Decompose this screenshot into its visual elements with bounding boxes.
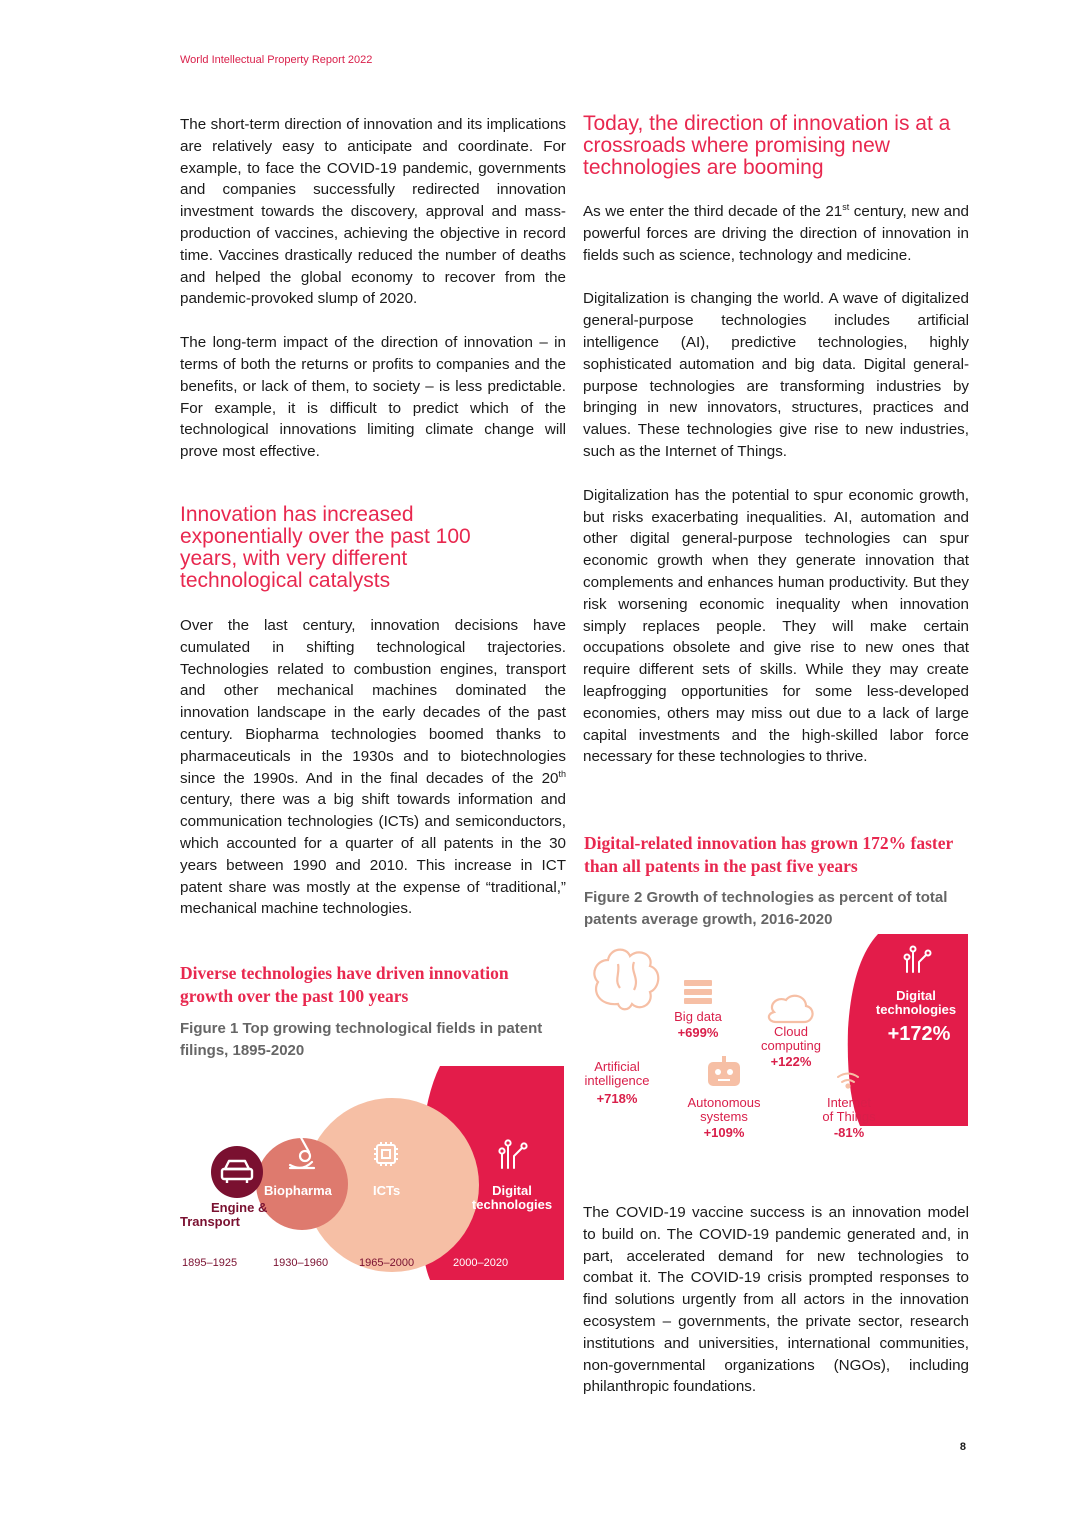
left-column-body [180, 615, 566, 920]
brain-icon [594, 950, 658, 1010]
right-paragraph-1: As we enter the third decade of the 21st century, new and powerful forces are driving the direction of innovation in fields such as science, technology and medicine. [583, 201, 969, 264]
server-icon [684, 980, 712, 1004]
page-number: 8 [959, 1441, 966, 1453]
running-header: World Intellectual Property Report 2022 [180, 54, 373, 66]
cloud-icon [769, 996, 813, 1022]
right-column-bottom [583, 1202, 969, 1398]
autonomous-label-line1: Autonomous [687, 1095, 761, 1110]
right-heading-crossroads: Today, the direction of innovation is at a crossroads where promising new technologies are booming [583, 112, 951, 179]
figure1-caption: Figure 1 Top growing technological fields in patent filings, 1895-2020 [180, 1020, 543, 1059]
digital-tech-value: +172% [887, 1023, 951, 1045]
digital-tech-label-line1: Digital [896, 988, 936, 1003]
digital-period: 2000–2020 [453, 1257, 509, 1269]
figure2-caption: Figure 2 Growth of technologies as percent of total patents average growth, 2016-2020 [584, 889, 948, 928]
ai-label-line1: Artificial [594, 1059, 640, 1074]
autonomous-value: +109% [703, 1125, 745, 1140]
ai-label-line2: intelligence [584, 1073, 650, 1088]
icts-period: 1965–2000 [359, 1257, 415, 1269]
left-heading-innovation: Innovation has increased exponentially over the past 100 years, with very different technological catalysts [180, 503, 471, 592]
left-heading-diverse: Diverse technologies have driven innovation growth over the past 100 years [180, 963, 509, 1006]
right-paragraph-3: Digitalization has the potential to spur economic growth, but risks exacerbating inequalities. AI, automation and other digital general-purpose technologies can spur economic growth when they generate innovation that complements and enhances human productivity. But they risk worsening economic inequality when innovation simply replaces people. They will make certain occupations obsolete and give rise to new ones that require different sets of skills. While they may create leapfrogging opportunities for some less-developed economies, others may miss out due to a lack of large capital investments and the high-skilled labor force necessary for these technologies to thrive. [583, 486, 969, 766]
bigdata-value: +699% [677, 1025, 719, 1040]
left-paragraph-3: Over the last century, innovation decisions have cumulated in shifting technological trajectories. Technologies related to combustion engines, transport and other mechanical machines dominated the innovation landscape in the early decades of the past century. Biopharma technologies boomed thanks to pharmaceuticals in the 1930s and to biotechnologies since the 1990s. And in the final decades of the 20th century, there was a big shift towards information and communication technologies (ICTs) and semiconductors, which accounted for a quarter of all patents in the 30 years between 1990 and 2010. This increase in ICT patent share was mostly at the expense of “traditional,” mechanical machine technologies. [180, 617, 566, 918]
right-heading-digital-growth: Digital-related innovation has grown 172% faster than all patents in the past five years [584, 833, 953, 876]
icts-label: ICTs [373, 1183, 401, 1198]
engine-period: 1895–1925 [182, 1257, 238, 1269]
iot-label-line2: of Things [822, 1109, 876, 1124]
right-paragraph-2: Digitalization is changing the world. A wave of digitalized general-purpose technologies includes artificial intelligence (AI), predictive technologies, highly sophisticated automation and big data. Digital general-purpose technologies are transforming industries by bringing in new innovators, structures, practices and values. These technologies give rise to new industries, such as the Internet of Things. [583, 290, 969, 460]
right-paragraph-4: The COVID-19 vaccine success is an innovation model to build on. The COVID-19 pandemic generated and, in part, accelerated demand for new technologies to combat it. The COVID-19 crisis prompted responses to find solutions urgently from all actors in the innovation ecosystem – governments, the private sector, research institutions and universities, international communities, non-governmental organizations (NGOs), including philanthropic foundations. [583, 1204, 969, 1396]
cloud-value: +122% [770, 1054, 812, 1069]
engine-label-line2: Transport [180, 1214, 240, 1229]
iot-value: -81% [833, 1125, 865, 1140]
engine-circle [211, 1146, 263, 1198]
left-paragraph-2: The long-term impact of the direction of innovation – in terms of both the returns or profits to companies and the benefits, or lack of them, to society – is less predictable. For example, it is difficult to predict which of the technological innovations limiting climate change will prove most effective. [180, 334, 566, 461]
digital-label-line1: Digital [492, 1183, 532, 1198]
biopharma-label: Biopharma [264, 1183, 332, 1198]
left-paragraph-1: The short-term direction of innovation and its implications are relatively easy to anticipate and coordinate. For example, to face the COVID-19 pandemic, governments and companies successfully redirected innovation investment towards the discovery, approval and mass-production of vaccines, achieving the objective in record time. Vaccines drastically reduced the number of deaths and helped the global economy to recover from the pandemic-provoked slump of 2020. [180, 116, 566, 308]
figure2-chart [580, 934, 968, 1146]
bigdata-label: Big data [674, 1009, 722, 1024]
right-column-body [583, 201, 969, 768]
cloud-label-line2: computing [761, 1038, 821, 1053]
ai-value: +718% [596, 1091, 638, 1106]
digital-label-line2: technologies [471, 1197, 553, 1212]
robot-icon [708, 1056, 740, 1086]
biopharma-period: 1930–1960 [273, 1257, 329, 1269]
figure1-chart [178, 1062, 564, 1284]
left-column-top [180, 114, 566, 463]
cloud-label-line1: Cloud [774, 1024, 808, 1039]
digital-tech-label-line2: technologies [875, 1002, 957, 1017]
engine-label-line1: Engine & [211, 1200, 268, 1215]
iot-label-line1: Internet [826, 1095, 872, 1110]
autonomous-label-line2: systems [700, 1109, 748, 1124]
